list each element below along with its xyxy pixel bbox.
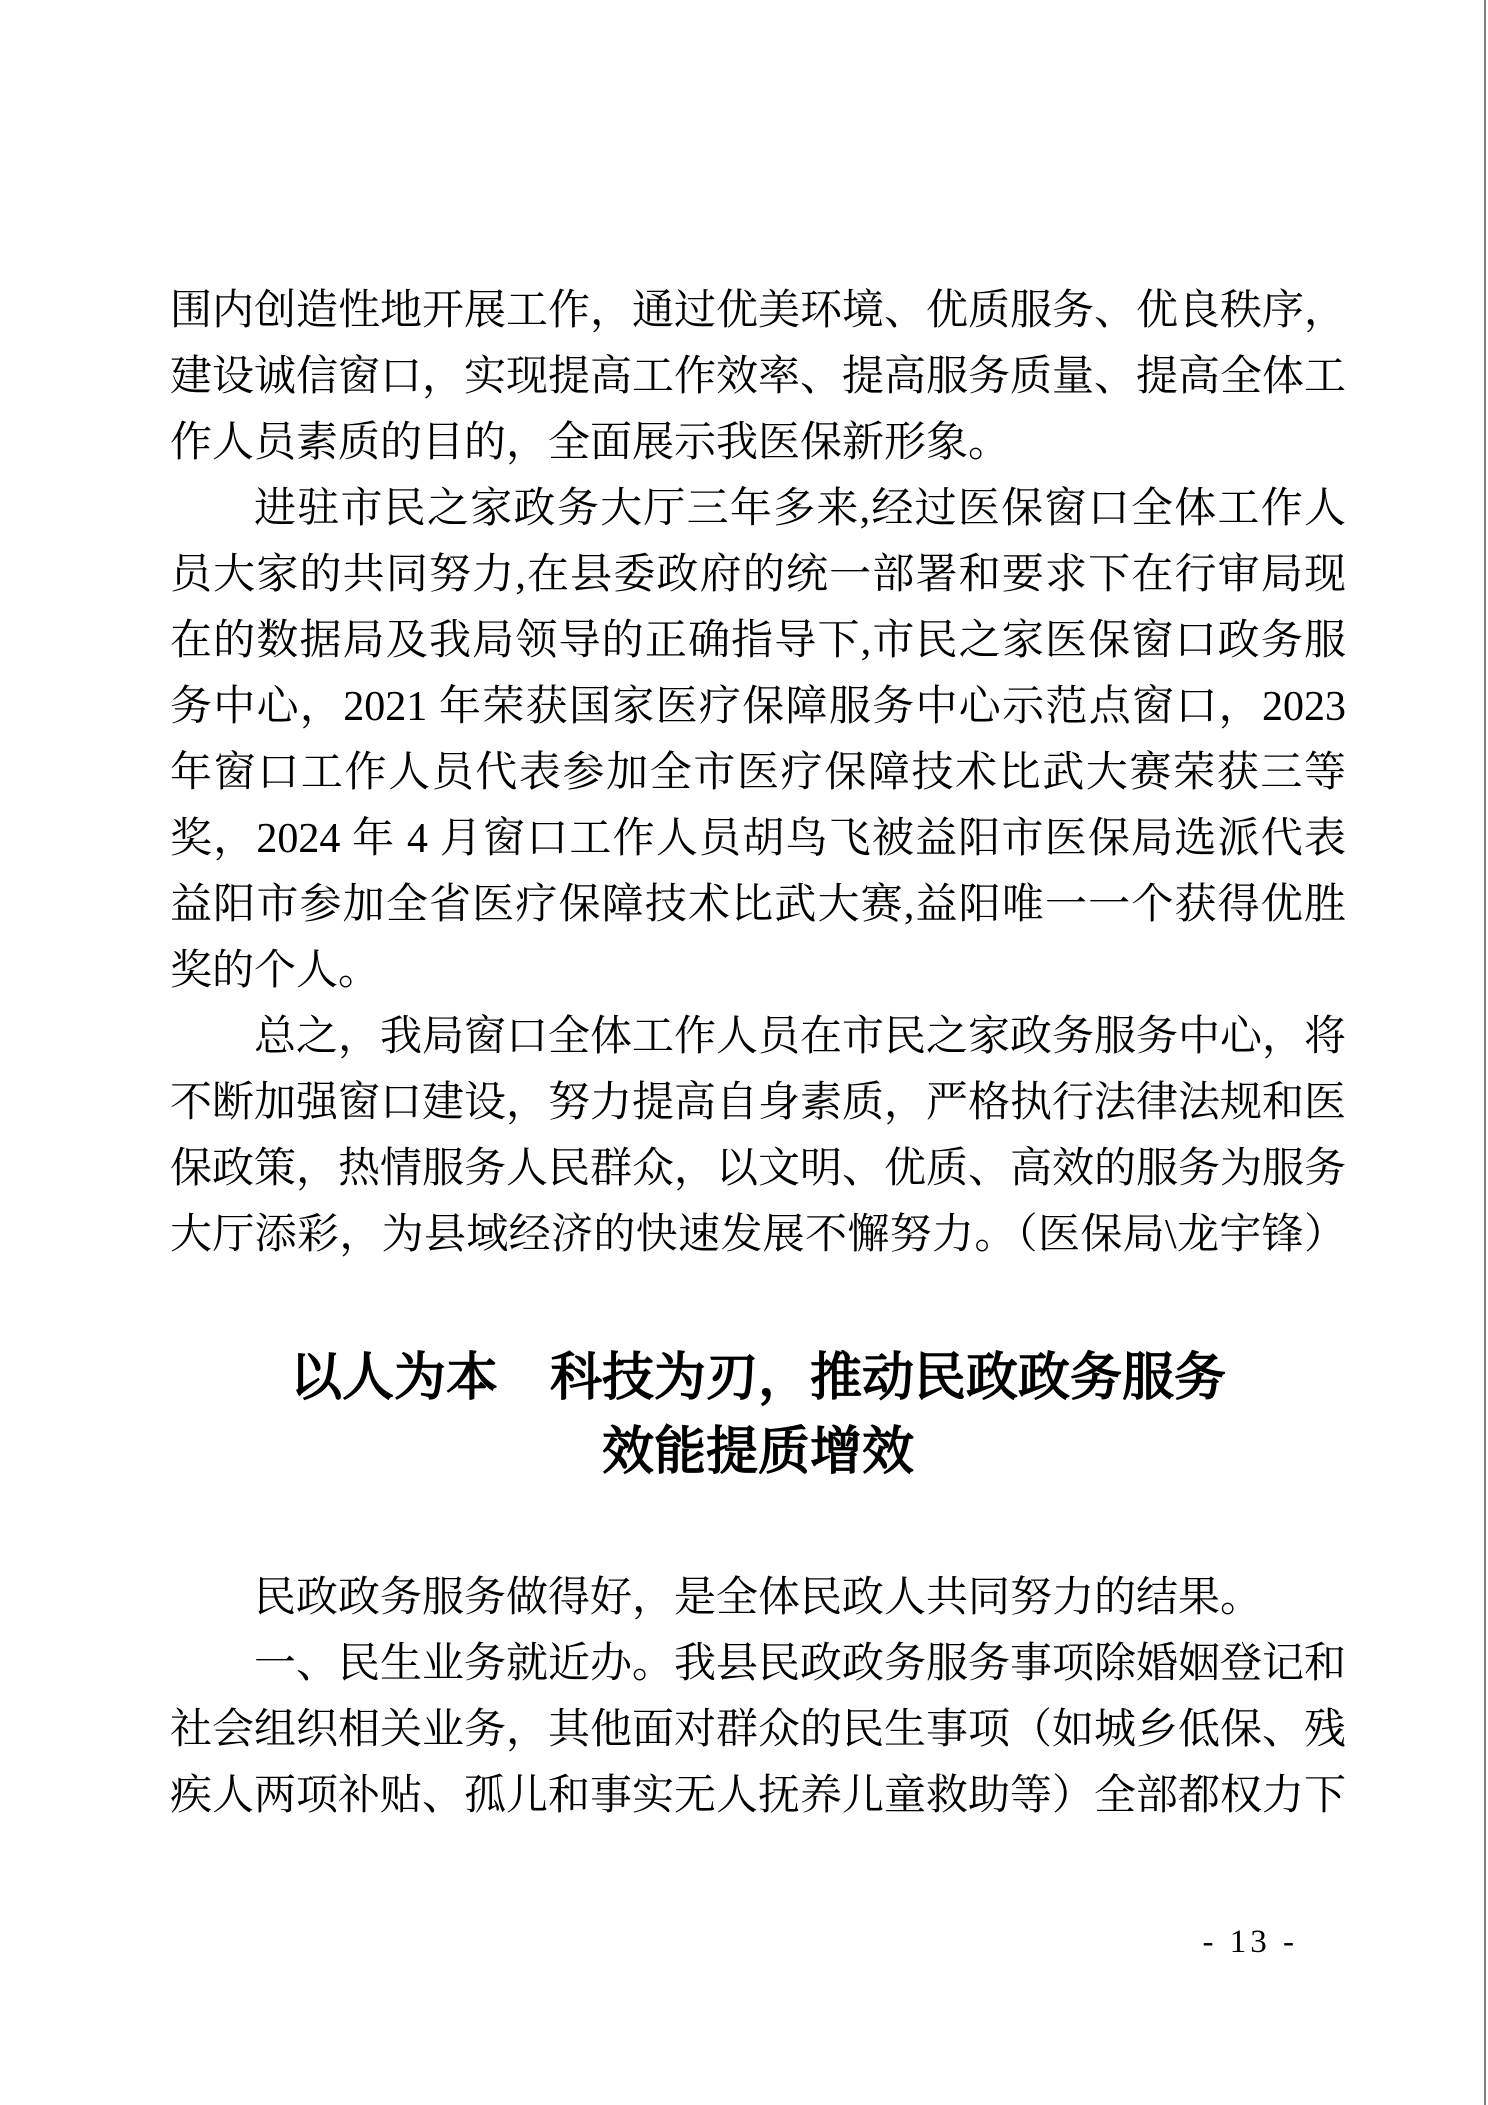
text-line: 作人员素质的目的，全面展示我医保新形象。 <box>170 420 1011 466</box>
text-line: 进驻市民之家政务大厅三年多来,经过医保窗口全体工作人 <box>254 486 1346 532</box>
text-line: 社会组织相关业务，其他面对群众的民生事项（如城乡低保、残 <box>170 1707 1347 1753</box>
text-line: 奖的个人。 <box>170 948 381 994</box>
paragraph <box>170 278 1346 476</box>
text-line: 总之，我局窗口全体工作人员在市民之家政务服务中心，将 <box>254 1014 1347 1060</box>
paragraph <box>170 1631 1346 1829</box>
article-title-line: 以人为本 科技为刃，推动民政政务服务 <box>289 1350 1226 1407</box>
text-line: 奖，2024 年 4 月窗口工作人员胡鸟飞被益阳市医保局选派代表 <box>170 816 1346 862</box>
text-line: 在的数据局及我局领导的正确指导下,市民之家医保窗口政务服 <box>170 618 1346 664</box>
article-title <box>170 1342 1346 1490</box>
article-title-line: 效能提质增效 <box>601 1424 914 1481</box>
paragraph <box>170 1004 1346 1268</box>
text-line: 一、民生业务就近办。我县民政政务服务事项除婚姻登记和 <box>254 1641 1347 1687</box>
paragraph <box>170 476 1346 1004</box>
page-content <box>170 278 1346 1829</box>
text-line: 疾人两项补贴、孤儿和事实无人抚养儿童救助等）全部都权力下 <box>170 1773 1347 1819</box>
text-line: 民政政务服务做得好，是全体民政人共同努力的结果。 <box>254 1575 1263 1621</box>
paragraph <box>170 1565 1346 1631</box>
text-line: 不断加强窗口建设，努力提高自身素质，严格执行法律法规和医 <box>170 1080 1347 1126</box>
text-line: 年窗口工作人员代表参加全市医疗保障技术比武大赛荣获三等 <box>170 750 1346 796</box>
text-line: 建设诚信窗口，实现提高工作效率、提高服务质量、提高全体工 <box>170 354 1347 400</box>
text-line: 员大家的共同努力,在县委政府的统一部署和要求下在行审局现 <box>170 552 1346 598</box>
text-line: 保政策，热情服务人民群众，以文明、优质、高效的服务为服务 <box>170 1146 1347 1192</box>
text-line: 务中心，2021 年荣获国家医疗保障服务中心示范点窗口，2023 <box>170 684 1346 730</box>
text-line: 大厅添彩，为县域经济的快速发展不懈努力。（医保局\龙宇锋） <box>170 1212 1346 1258</box>
page-number: - 13 - <box>1202 1924 1298 1960</box>
text-line: 益阳市参加全省医疗保障技术比武大赛,益阳唯一一个获得优胜 <box>170 882 1346 928</box>
text-line: 围内创造性地开展工作，通过优美环境、优质服务、优良秩序， <box>170 288 1347 334</box>
